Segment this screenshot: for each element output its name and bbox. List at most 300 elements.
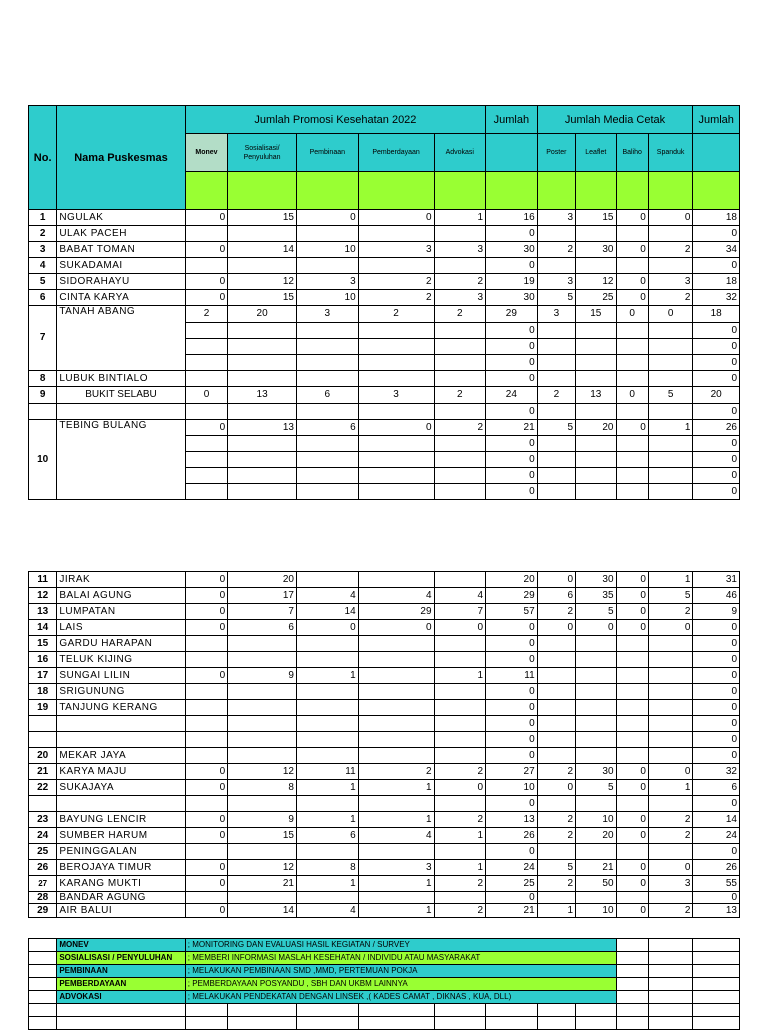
value-cell <box>434 226 486 242</box>
value-cell: 24 <box>486 387 538 404</box>
value-cell: 0 <box>486 700 538 716</box>
value-cell: 0 <box>693 484 740 500</box>
value-cell: 26 <box>486 828 538 844</box>
value-cell: 2 <box>358 306 434 323</box>
value-cell: 0 <box>185 860 227 876</box>
table-cell <box>693 978 740 991</box>
value-cell <box>228 652 297 668</box>
value-cell: 0 <box>693 452 740 468</box>
value-cell <box>616 371 648 387</box>
value-cell: 6 <box>296 420 358 436</box>
puskesmas-name: SUMBER HARUM <box>57 828 185 844</box>
value-cell: 0 <box>185 764 227 780</box>
value-cell: 2 <box>648 828 693 844</box>
value-cell <box>185 700 227 716</box>
value-cell: 1 <box>296 812 358 828</box>
value-cell: 46 <box>693 588 740 604</box>
legend-key: SOSIALISASI / PENYULUHAN <box>57 952 185 965</box>
value-cell <box>616 796 648 812</box>
value-cell <box>648 371 693 387</box>
table-cell <box>228 323 297 339</box>
value-cell <box>358 258 434 274</box>
value-cell: 20 <box>486 572 538 588</box>
value-cell: 1 <box>648 572 693 588</box>
value-cell: 0 <box>185 420 227 436</box>
value-cell: 0 <box>616 904 648 918</box>
value-cell: 0 <box>537 572 575 588</box>
value-cell <box>185 716 227 732</box>
value-cell <box>616 668 648 684</box>
value-cell: 0 <box>616 242 648 258</box>
value-cell: 15 <box>576 306 616 323</box>
value-cell <box>537 652 575 668</box>
legend-table <box>28 938 740 1030</box>
value-cell: 10 <box>296 290 358 306</box>
value-cell: 1 <box>358 780 434 796</box>
value-cell: 20 <box>228 306 297 323</box>
value-cell: 5 <box>537 860 575 876</box>
value-cell: 0 <box>185 387 227 404</box>
value-cell <box>616 652 648 668</box>
header-advokasi: Advokasi <box>434 134 486 172</box>
table-cell <box>693 991 740 1004</box>
header-poster: Poster <box>537 134 575 172</box>
header-jumlah2-blank <box>693 134 740 172</box>
table-cell <box>616 991 648 1004</box>
value-cell: 0 <box>693 684 740 700</box>
value-cell: 0 <box>616 420 648 436</box>
table-row <box>29 404 740 420</box>
table-cell <box>29 965 57 978</box>
table-cell <box>576 1017 616 1030</box>
value-cell: 24 <box>486 860 538 876</box>
value-cell: 16 <box>486 210 538 226</box>
row-number: 29 <box>29 904 57 918</box>
row-number: 27 <box>29 876 57 892</box>
value-cell <box>434 796 486 812</box>
header-baliho: Baliho <box>616 134 648 172</box>
value-cell: 0 <box>486 716 538 732</box>
table-row <box>29 258 740 274</box>
legend-key: PEMBERDAYAAN <box>57 978 185 991</box>
value-cell <box>537 844 575 860</box>
value-cell: 1 <box>648 420 693 436</box>
value-cell: 0 <box>358 210 434 226</box>
puskesmas-name: SIDORAHAYU <box>57 274 185 290</box>
puskesmas-name: TELUK KIJING <box>57 652 185 668</box>
puskesmas-name <box>57 732 185 748</box>
value-cell <box>296 844 358 860</box>
value-cell: 25 <box>486 876 538 892</box>
value-cell <box>576 716 616 732</box>
table-cell <box>296 1004 358 1017</box>
value-cell <box>358 844 434 860</box>
table-cell <box>228 1017 297 1030</box>
value-cell <box>537 748 575 764</box>
row-number <box>29 796 57 812</box>
value-cell: 0 <box>486 796 538 812</box>
table-cell <box>358 323 434 339</box>
value-cell: 6 <box>693 780 740 796</box>
value-cell: 0 <box>486 258 538 274</box>
value-cell <box>576 652 616 668</box>
value-cell: 2 <box>648 290 693 306</box>
table-cell <box>616 1004 648 1017</box>
puskesmas-name: KARYA MAJU <box>57 764 185 780</box>
value-cell: 10 <box>296 242 358 258</box>
row-number: 18 <box>29 684 57 700</box>
table-row <box>29 588 740 604</box>
value-cell: 6 <box>537 588 575 604</box>
table-cell <box>576 436 616 452</box>
value-cell <box>576 844 616 860</box>
table-cell <box>648 484 693 500</box>
value-cell: 0 <box>616 860 648 876</box>
value-cell <box>537 716 575 732</box>
puskesmas-name: BAYUNG LENCIR <box>57 812 185 828</box>
value-cell: 3 <box>434 290 486 306</box>
puskesmas-name: TEBING BULANG <box>57 420 185 500</box>
value-cell: 0 <box>616 274 648 290</box>
value-cell: 0 <box>693 668 740 684</box>
value-cell: 13 <box>486 812 538 828</box>
value-cell <box>576 371 616 387</box>
value-cell: 1 <box>358 876 434 892</box>
value-cell: 13 <box>228 387 297 404</box>
table-cell <box>648 1017 693 1030</box>
value-cell: 3 <box>648 274 693 290</box>
value-cell: 0 <box>486 436 538 452</box>
value-cell: 12 <box>228 860 297 876</box>
value-cell: 1 <box>648 780 693 796</box>
value-cell: 15 <box>228 210 297 226</box>
value-cell <box>537 636 575 652</box>
value-cell: 6 <box>296 387 358 404</box>
table-cell <box>358 452 434 468</box>
value-cell <box>616 732 648 748</box>
puskesmas-name: JIRAK <box>57 572 185 588</box>
table-cell <box>616 965 648 978</box>
value-cell <box>648 652 693 668</box>
value-cell <box>648 684 693 700</box>
value-cell: 3 <box>537 210 575 226</box>
table-cell <box>648 965 693 978</box>
value-cell: 18 <box>693 306 740 323</box>
value-cell <box>296 226 358 242</box>
table-cell <box>228 355 297 371</box>
table-row <box>29 796 740 812</box>
value-cell: 5 <box>576 604 616 620</box>
table-cell <box>648 436 693 452</box>
table-cell <box>358 339 434 355</box>
value-cell: 0 <box>616 764 648 780</box>
value-cell: 0 <box>616 620 648 636</box>
value-cell: 0 <box>486 844 538 860</box>
value-cell <box>616 700 648 716</box>
value-cell: 34 <box>693 242 740 258</box>
value-cell <box>434 652 486 668</box>
value-cell: 2 <box>648 242 693 258</box>
value-cell <box>576 796 616 812</box>
table-cell <box>616 978 648 991</box>
value-cell: 1 <box>358 904 434 918</box>
value-cell <box>434 892 486 904</box>
table-cell <box>616 939 648 952</box>
value-cell: 20 <box>576 420 616 436</box>
value-cell: 0 <box>616 210 648 226</box>
value-cell: 30 <box>576 242 616 258</box>
puskesmas-name <box>57 796 185 812</box>
table-cell <box>648 991 693 1004</box>
table-cell <box>185 355 227 371</box>
puskesmas-name: SUNGAI LILIN <box>57 668 185 684</box>
table-row <box>29 1017 740 1030</box>
value-cell: 5 <box>648 588 693 604</box>
value-cell: 17 <box>228 588 297 604</box>
value-cell: 9 <box>693 604 740 620</box>
table-cell <box>358 404 434 420</box>
value-cell: 4 <box>358 828 434 844</box>
value-cell: 0 <box>486 404 538 420</box>
table-cell <box>358 436 434 452</box>
value-cell: 7 <box>434 604 486 620</box>
value-cell: 5 <box>537 420 575 436</box>
legend-row <box>29 991 740 1004</box>
value-cell: 0 <box>185 588 227 604</box>
legend-row <box>29 939 740 952</box>
value-cell <box>228 700 297 716</box>
table-row <box>29 1004 740 1017</box>
row-number: 2 <box>29 226 57 242</box>
table-cell <box>616 323 648 339</box>
table-cell <box>296 436 358 452</box>
table-row <box>29 604 740 620</box>
row-number: 26 <box>29 860 57 876</box>
table-cell <box>185 323 227 339</box>
value-cell: 30 <box>486 290 538 306</box>
table-cell <box>576 404 616 420</box>
table-cell <box>228 452 297 468</box>
table-row <box>29 844 740 860</box>
row-number: 9 <box>29 387 57 404</box>
value-cell: 50 <box>576 876 616 892</box>
value-cell: 0 <box>185 780 227 796</box>
table-cell <box>648 939 693 952</box>
value-cell: 11 <box>296 764 358 780</box>
value-cell: 0 <box>486 620 538 636</box>
value-cell: 1 <box>434 828 486 844</box>
value-cell: 30 <box>576 572 616 588</box>
value-cell: 0 <box>616 828 648 844</box>
puskesmas-name: SUKAJAYA <box>57 780 185 796</box>
value-cell: 1 <box>537 904 575 918</box>
table-cell <box>358 1004 434 1017</box>
value-cell: 0 <box>486 636 538 652</box>
value-cell <box>185 796 227 812</box>
value-cell <box>616 258 648 274</box>
value-cell <box>358 652 434 668</box>
puskesmas-name: MEKAR JAYA <box>57 748 185 764</box>
value-cell: 8 <box>228 780 297 796</box>
value-cell: 1 <box>434 860 486 876</box>
puskesmas-name: BABAT TOMAN <box>57 242 185 258</box>
header-nama: Nama Puskesmas <box>57 106 185 210</box>
table-cell <box>228 1004 297 1017</box>
table-cell <box>185 468 227 484</box>
legend-key: ADVOKASI <box>57 991 185 1004</box>
value-cell <box>616 748 648 764</box>
table-cell <box>648 952 693 965</box>
value-cell: 57 <box>486 604 538 620</box>
value-cell: 0 <box>185 290 227 306</box>
value-cell: 21 <box>228 876 297 892</box>
table-cell <box>616 339 648 355</box>
header-no: No. <box>29 106 57 210</box>
row-number: 24 <box>29 828 57 844</box>
value-cell: 2 <box>537 387 575 404</box>
value-cell: 32 <box>693 290 740 306</box>
table-cell <box>576 484 616 500</box>
value-cell: 0 <box>486 371 538 387</box>
value-cell <box>228 732 297 748</box>
value-cell: 2 <box>434 876 486 892</box>
table-cell <box>185 404 227 420</box>
row-number: 4 <box>29 258 57 274</box>
value-cell <box>616 636 648 652</box>
value-cell: 4 <box>296 588 358 604</box>
table-cell <box>185 339 227 355</box>
value-cell <box>648 700 693 716</box>
value-cell: 12 <box>228 764 297 780</box>
table-cell <box>576 452 616 468</box>
value-cell <box>648 226 693 242</box>
value-cell: 3 <box>537 274 575 290</box>
table-cell <box>185 1017 227 1030</box>
table-cell <box>296 452 358 468</box>
table-row <box>29 876 740 892</box>
table-cell <box>486 1004 538 1017</box>
value-cell <box>296 716 358 732</box>
value-cell <box>228 748 297 764</box>
table-row <box>29 780 740 796</box>
table-cell <box>616 952 648 965</box>
table-row <box>29 636 740 652</box>
value-cell: 2 <box>358 274 434 290</box>
table-cell <box>616 1017 648 1030</box>
row-number: 5 <box>29 274 57 290</box>
value-cell <box>228 258 297 274</box>
value-cell <box>576 684 616 700</box>
table-row <box>29 306 740 323</box>
value-cell: 0 <box>693 620 740 636</box>
table-row <box>29 274 740 290</box>
row-number: 21 <box>29 764 57 780</box>
value-cell: 0 <box>434 620 486 636</box>
value-cell <box>358 732 434 748</box>
value-cell: 0 <box>693 323 740 339</box>
table-cell <box>434 1004 486 1017</box>
value-cell <box>185 636 227 652</box>
value-cell: 0 <box>693 716 740 732</box>
table-cell <box>434 339 486 355</box>
table-cell <box>29 1004 57 1017</box>
value-cell <box>537 226 575 242</box>
value-cell <box>576 636 616 652</box>
value-cell <box>576 892 616 904</box>
header-jumlah: Jumlah <box>486 106 538 134</box>
value-cell: 0 <box>185 812 227 828</box>
value-cell: 6 <box>228 620 297 636</box>
value-cell: 8 <box>296 860 358 876</box>
value-cell: 13 <box>693 904 740 918</box>
table-row <box>29 716 740 732</box>
puskesmas-name: BUKIT SELABU <box>57 387 185 404</box>
value-cell: 4 <box>434 588 486 604</box>
legend-description: ; MELAKUKAN PEMBINAAN SMD ,MMD, PERTEMUAN POKJA <box>185 965 616 978</box>
value-cell: 2 <box>537 764 575 780</box>
value-cell: 0 <box>693 468 740 484</box>
row-number: 7 <box>29 306 57 371</box>
value-cell: 10 <box>486 780 538 796</box>
table-cell <box>648 355 693 371</box>
table-cell <box>434 484 486 500</box>
table-row <box>29 620 740 636</box>
value-cell: 2 <box>358 290 434 306</box>
value-cell <box>648 716 693 732</box>
value-cell: 21 <box>486 904 538 918</box>
table-cell <box>296 1017 358 1030</box>
promosi-table-top <box>28 105 740 500</box>
table-cell <box>648 404 693 420</box>
value-cell: 0 <box>693 652 740 668</box>
value-cell: 29 <box>486 588 538 604</box>
value-cell: 31 <box>693 572 740 588</box>
value-cell: 0 <box>486 652 538 668</box>
value-cell: 7 <box>228 604 297 620</box>
value-cell: 0 <box>616 780 648 796</box>
value-cell: 0 <box>648 764 693 780</box>
value-cell <box>616 226 648 242</box>
table-row <box>29 668 740 684</box>
table-cell <box>616 404 648 420</box>
value-cell: 3 <box>358 860 434 876</box>
table-cell <box>537 484 575 500</box>
value-cell: 0 <box>693 844 740 860</box>
table-cell <box>29 939 57 952</box>
value-cell: 2 <box>537 242 575 258</box>
puskesmas-name: TANAH ABANG <box>57 306 185 371</box>
value-cell: 4 <box>296 904 358 918</box>
puskesmas-name: LAIS <box>57 620 185 636</box>
value-cell <box>537 796 575 812</box>
value-cell <box>537 684 575 700</box>
value-cell: 26 <box>693 860 740 876</box>
value-cell: 55 <box>693 876 740 892</box>
row-number: 19 <box>29 700 57 716</box>
value-cell: 0 <box>185 904 227 918</box>
value-cell: 0 <box>358 420 434 436</box>
value-cell: 30 <box>486 242 538 258</box>
table-row <box>29 371 740 387</box>
value-cell: 0 <box>616 387 648 404</box>
value-cell <box>358 748 434 764</box>
table-cell <box>29 978 57 991</box>
value-cell: 32 <box>693 764 740 780</box>
value-cell <box>185 892 227 904</box>
row-number: 10 <box>29 420 57 500</box>
value-cell: 1 <box>434 668 486 684</box>
table-row <box>29 210 740 226</box>
